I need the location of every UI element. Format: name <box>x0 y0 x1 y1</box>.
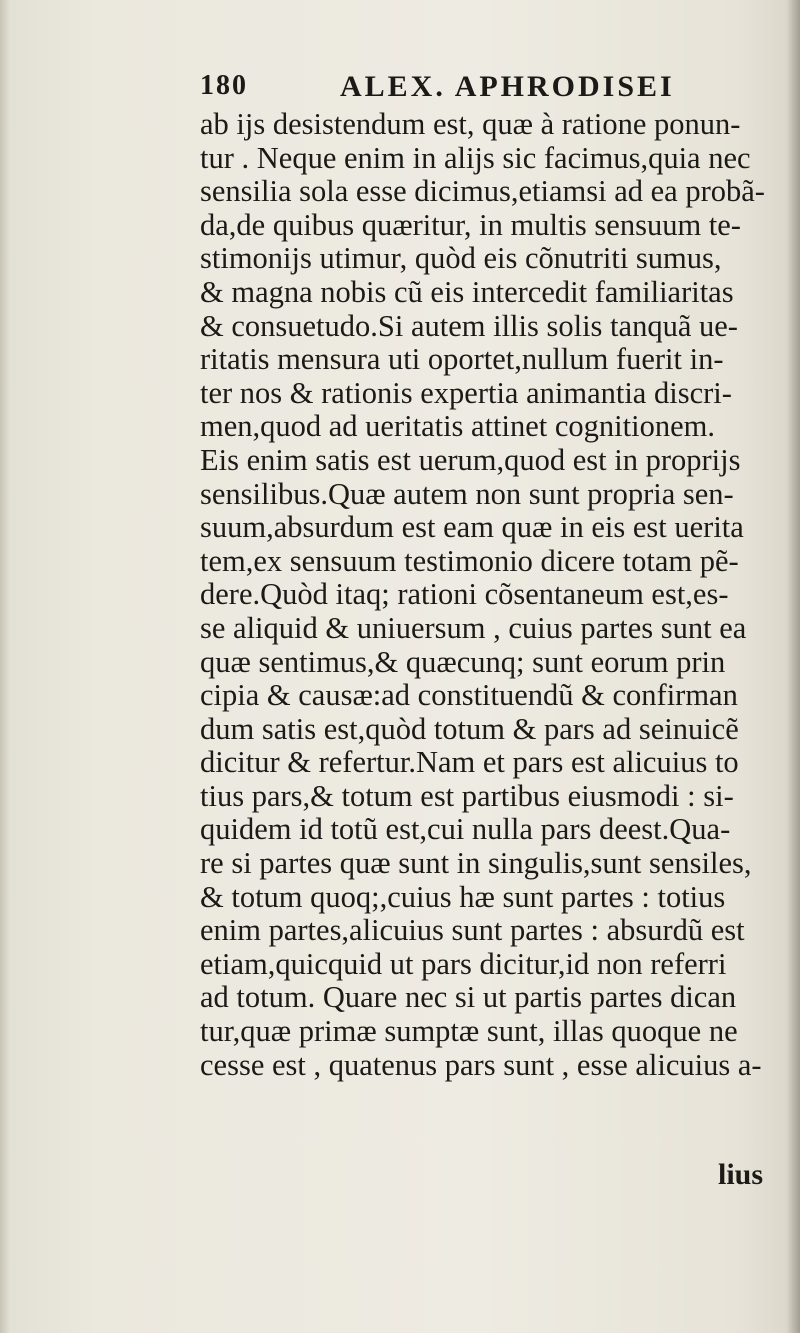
page-number: 180 <box>200 70 248 101</box>
text-line: dicitur & refertur.Nam et pars est alicuius to <box>200 746 739 780</box>
text-line: da,de quibus quæritur, in multis sensuum te- <box>200 208 741 242</box>
text-line: quæ sentimus,& quæcunq; sunt eorum prin <box>200 645 726 679</box>
spine-shadow <box>786 0 800 1333</box>
text-line: suum,absurdum est eam quæ in eis est uerita <box>200 511 744 545</box>
text-line: men,quod ad ueritatis attinet cognitionem. <box>200 410 715 444</box>
text-line: tur . Neque enim in alijs sic facimus,quia nec <box>200 141 751 175</box>
text-line: tur,quæ primæ sumptæ sunt, illas quoque ne <box>200 1015 738 1049</box>
text-line: sensilia sola esse dicimus,etiamsi ad ea probã- <box>200 175 765 209</box>
text-line: tius pars,& totum est partibus eiusmodi : si- <box>200 779 734 813</box>
text-line: quidem id totũ est,cui nulla pars deest.Qua- <box>200 813 731 847</box>
text-line: enim partes,alicuius sunt partes : absurdũ est <box>200 914 745 948</box>
body-text <box>200 108 788 1082</box>
text-line: cipia & causæ:ad constituendũ & confirman <box>200 679 738 713</box>
text-line: Eis enim satis est uerum,quod est in proprijs <box>200 443 741 477</box>
text-line: & totum quoq;,cuius hæ sunt partes : totius <box>200 880 726 914</box>
text-line: dum satis est,quòd totum & pars ad seinuicẽ <box>200 712 739 746</box>
page-edge <box>0 0 10 1333</box>
running-title: ALEX. APHRODISEI <box>340 70 675 103</box>
text-line: etiam,quicquid ut pars dicitur,id non referri <box>200 947 727 981</box>
text-line: se aliquid & uniuersum , cuius partes sunt ea <box>200 611 747 645</box>
text-line: tem,ex sensuum testimonio dicere totam pẽ- <box>200 544 739 578</box>
text-line: ad totum. Quare nec si ut partis partes dican <box>200 981 737 1015</box>
text-line: ritatis mensura uti oportet,nullum fuerit in- <box>200 343 724 377</box>
text-line: re si partes quæ sunt in singulis,sunt sensiles, <box>200 847 752 881</box>
text-line: sensilibus.Quæ autem non sunt propria sen- <box>200 477 734 511</box>
text-line: dere.Quòd itaq; rationi cõsentaneum est,es- <box>200 578 729 612</box>
page-header <box>200 70 760 110</box>
text-line: cesse est , quatenus pars sunt , esse alicuius a- <box>200 1048 762 1082</box>
text-line: ter nos & rationis expertia animantia discri- <box>200 376 732 410</box>
text-line: & magna nobis cũ eis intercedit familiaritas <box>200 275 734 309</box>
catchword: lius <box>718 1158 764 1191</box>
text-line: & consuetudo.Si autem illis solis tanquã ue- <box>200 309 738 343</box>
text-line: ab ijs desistendum est, quæ à ratione ponun- <box>200 108 741 141</box>
text-line: stimonijs utimur, quòd eis cõnutriti sumus, <box>200 242 722 276</box>
